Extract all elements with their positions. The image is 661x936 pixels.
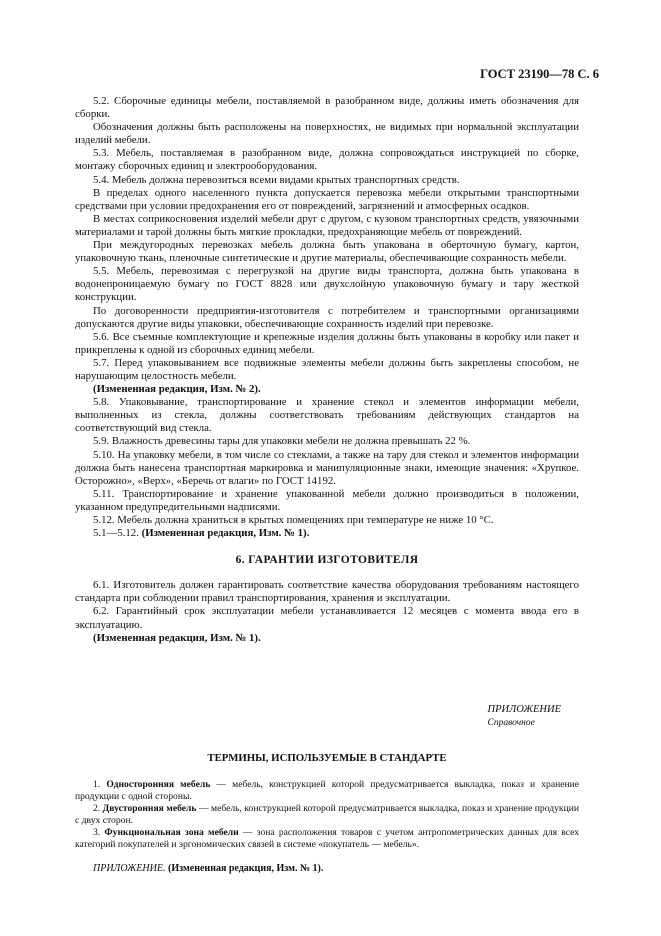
term-name: Односторонняя мебель [106,778,211,790]
term-number: 3. [93,826,105,838]
paragraph: Обозначения должны быть расположены на поверхностях, не видимых при нормальной эксплуатации изделий мебели. [75,121,579,147]
paragraph: 5.11. Транспортирование и хранение упакованной мебели должно производиться в положении, указанном предупредительными надписями. [75,487,579,513]
term-number: 1. [93,778,107,790]
appendix-amendment [75,863,579,875]
term-name: Функциональная зона мебели [104,826,239,838]
page-header: ГОСТ 23190—78 С. 6 [480,67,599,81]
term-item [75,803,579,827]
terms-title: ТЕРМИНЫ, ИСПОЛЬЗУЕМЫЕ В СТАНДАРТЕ [207,751,447,764]
term-name: Двусторонняя мебель [102,802,197,814]
paragraph: 6.1. Изготовитель должен гарантировать соответствие качества оборудования требованиям настоящего стандарта при соблюдении правил транспортирования, хранения и эксплуатации. [75,579,579,605]
paragraph: 5.4. Мебель должна перевозиться всеми видами крытых транспортных средств. [93,173,460,186]
paragraph: 5.6. Все съемные комплектующие и крепежные изделия должны быть упакованы в коробку или пакет и прикреплены к одной из сборочных единиц мебели. [75,330,579,356]
term-number: 2. [93,802,103,814]
term-item [75,827,579,851]
term-definition: — зона расположения товаров с учетом антропометрических данных для всех категорий покупателей и эргономических связей в системе «покупатель — мебель». [75,826,579,850]
appendix-note-text: (Измененная редакция, Изм. № 1). [165,862,324,874]
paragraph: 5.9. Влажность древесины тары для упаковки мебели не должна превышать 22 %. [93,435,471,448]
appendix-sublabel: Справочное [487,717,535,728]
paragraph: При междугородных перевозках мебель должна быть упакована в оберточную бумагу, картон, упаковочную ткань, пленочные синтетические и другие материалы, обеспечивающие сохранность мебели. [75,239,579,265]
amendment-note: (Измененная редакция, Изм. № 1). [93,631,261,644]
appendix-label: ПРИЛОЖЕНИЕ [487,703,561,715]
term-definition: — мебель, конструкцией которой предусматривается выкладка, показ и хранение продукции с двух сторон. [75,802,579,826]
paragraph: В местах соприкосновения изделий мебели друг с другом, с кузовом транспортных средств, увязочными материалами и тарой должны быть мягкие прокладки, предохраняющие мебель от повреждений. [75,212,579,238]
paragraph: 5.7. Перед упаковыванием все подвижные элементы мебели должны быть закреплены способом, не нарушающим целостность мебели. [75,356,579,382]
document-body [75,95,579,875]
appendix-label-block [75,703,579,730]
paragraph: В пределах одного населенного пункта допускается перевозка мебели открытыми транспортными средствами при условии предохранения его от повреждений, загрязнений и атмосферных осадков. [75,186,579,212]
appendix-note-label: ПРИЛОЖЕНИЕ. [93,862,166,874]
paragraph: 5.2. Сборочные единицы мебели, поставляемой в разобранном виде, должны иметь обозначения для сборки. [75,95,579,121]
term-definition: — мебель, конструкцией которой предусматривается выкладка, показ и хранение продукции с одной стороны. [75,778,579,802]
paragraph: 5.12. Мебель должна храниться в крытых помещениях при температуре не ниже 10 °С. [93,514,494,526]
amendment-note: (Измененная редакция, Изм. № 1). [141,527,310,540]
terms-list [75,779,579,875]
paragraph: 5.5. Мебель, перевозимая с перегрузкой на другие виды транспорта, должна быть упакована в водонепроницаемую бумагу по ГОСТ 8828 или двухслойную упаковочную бумагу и тару жесткой конструкции. [75,265,579,304]
amendment-line [75,527,579,540]
paragraph: 5.10. На упаковку мебели, в том числе со стеклами, а также на тару для стекол и элементов информации должна быть нанесена транспортная маркировка и манипуляционные знаки, имеющие значения: «Хрупкое. Осторожно», «Верх», «Беречь от влаги» по ГОСТ 14192. [75,448,579,487]
section-6 [75,579,579,644]
paragraph: По договоренности предприятия-изготовителя с потребителем и транспортными организациями допускаются другие виды упаковки, обеспечивающие сохранность изделий при перевозке. [75,304,579,330]
amendment-note: (Измененная редакция, Изм. № 2). [93,383,261,396]
paragraph: 6.2. Гарантийный срок эксплуатации мебели устанавливается 12 месяцев с момента ввода его в эксплуатацию. [75,605,579,631]
paragraph: 5.8. Упаковывание, транспортирование и хранение стекол и элементов информации мебели, выполненных из стекла, должны соответствовать требованиям действующих стандартов на соответствующий вид стекла. [75,396,579,435]
amendment-range: 5.1—5.12. [93,527,142,540]
paragraph: 5.3. Мебель, поставляемая в разобранном виде, должна сопровождаться инструкцией по сборке, монтажу сборочных единиц и электрооборудования. [75,147,579,173]
term-item [75,779,579,803]
section-title: 6. ГАРАНТИИ ИЗГОТОВИТЕЛЯ [235,554,419,567]
